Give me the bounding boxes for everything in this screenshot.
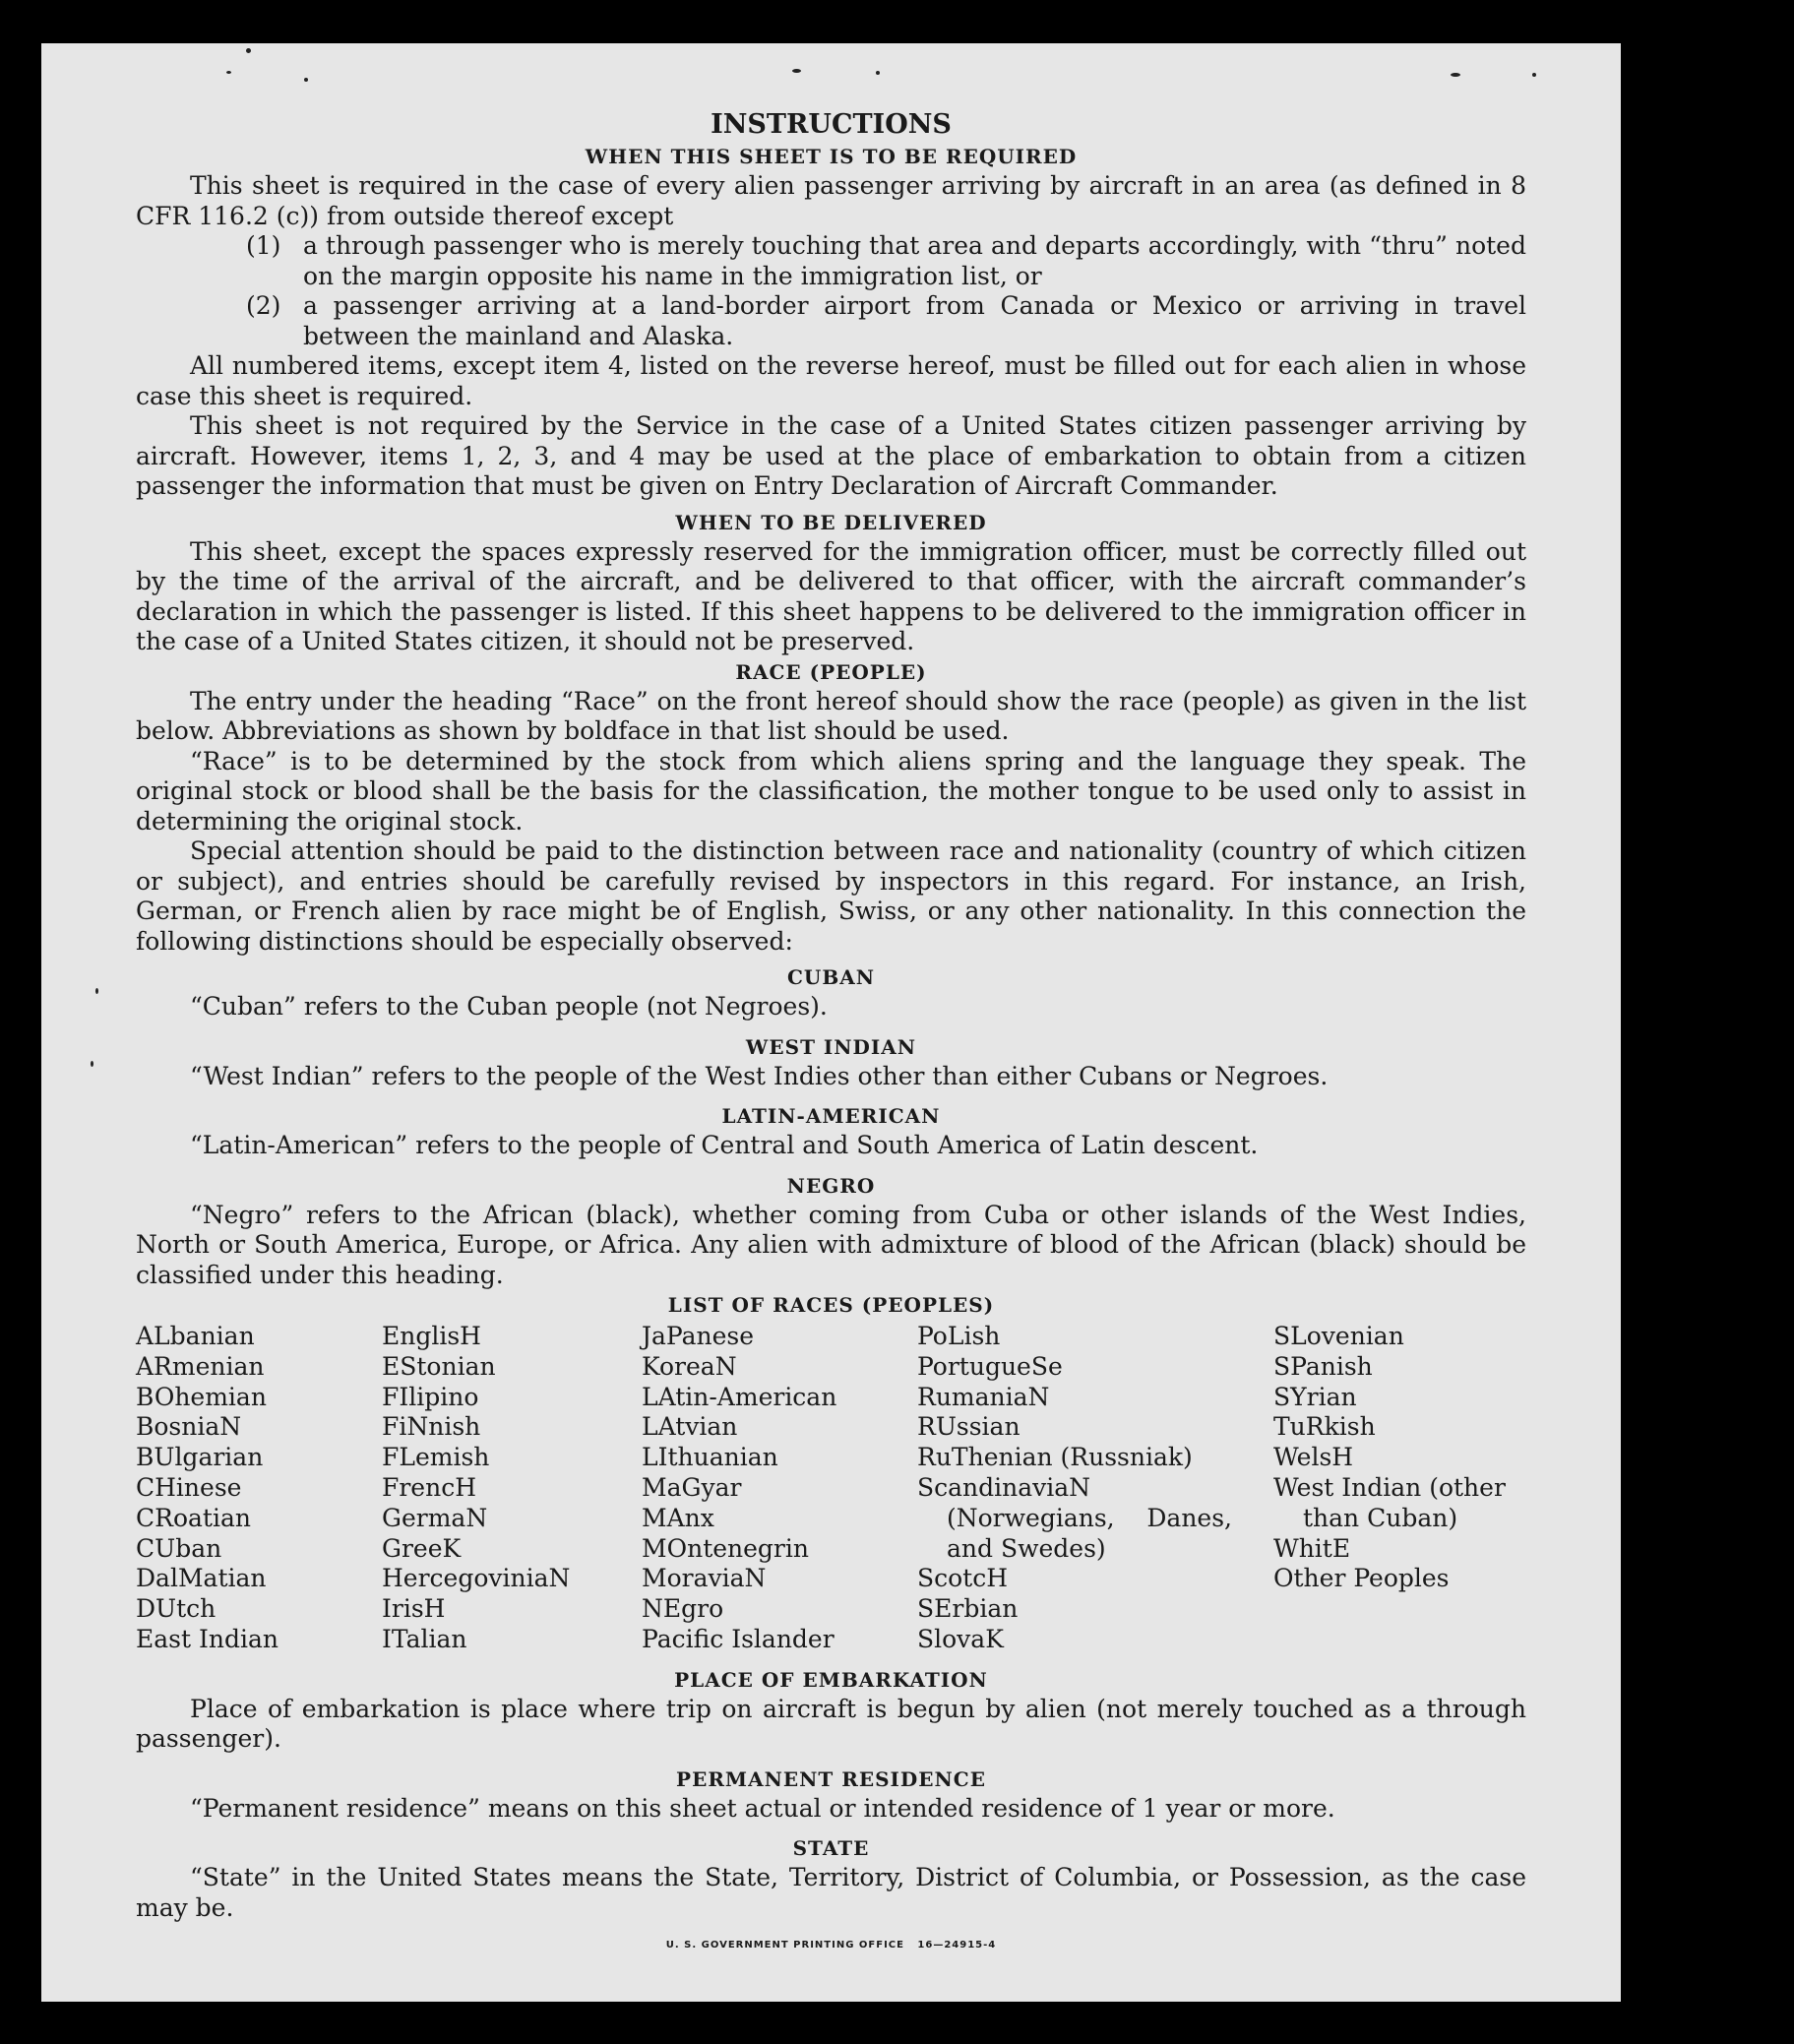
section-heading-latin-american: LATIN-AMERICAN: [721, 1104, 941, 1128]
race-entry: BOhemian: [136, 1382, 267, 1411]
race-entry: ALbanian: [136, 1322, 255, 1350]
paragraph: “Permanent residence” means on this sheet actual or intended residence of 1 year or more.: [190, 1793, 1335, 1823]
race-entry: East Indian: [136, 1624, 278, 1653]
race-entry: SlovaK: [917, 1624, 1004, 1653]
races-list: [136, 1322, 1526, 1655]
race-entry: JaPanese: [642, 1322, 755, 1350]
race-entry: BosniaN: [136, 1412, 242, 1442]
race-entry: GreeK: [382, 1533, 462, 1563]
race-entry: LAtin-American: [642, 1382, 837, 1411]
race-entry: Other Peoples: [1273, 1564, 1450, 1593]
race-entry: HercegoviniaN: [382, 1564, 571, 1593]
races-column-4: [917, 1322, 1273, 1655]
races-column-1: [136, 1322, 382, 1655]
paragraph: “Cuban” refers to the Cuban people (not Negroes).: [190, 992, 828, 1021]
item-number: (1): [246, 231, 281, 260]
speck: [226, 71, 231, 74]
race-entry: ITalian: [382, 1624, 467, 1653]
race-entry: PortugueSe: [917, 1351, 1063, 1381]
paragraph: “West Indian” refers to the people of the West Indies other than either Cubans or Negroes.: [190, 1061, 1329, 1090]
race-entry: WelsH: [1273, 1443, 1354, 1472]
race-entry: ScotcH: [917, 1564, 1009, 1593]
speck: [792, 69, 801, 73]
race-entry: DUtch: [136, 1594, 217, 1624]
races-column-3: [642, 1322, 917, 1655]
paragraph: The entry under the heading “Race” on the front hereof should show the race (people) as given in the list below. Abbreviations as shown by boldface in that list should be used.: [136, 686, 1526, 745]
race-entry: MoraviaN: [642, 1564, 767, 1593]
speck: [246, 48, 251, 53]
race-entry: CHinese: [136, 1472, 242, 1502]
printer-imprint: U. S. GOVERNMENT PRINTING OFFICE 16—24915-4: [665, 1940, 997, 1951]
section-heading-when-delivered: WHEN TO BE DELIVERED: [675, 510, 987, 534]
item-text: a through passenger who is merely touching that area and departs accordingly, with “thru” noted on the margin opposite his name in the immigration list, or: [303, 231, 1526, 290]
race-entry: MOntenegrin: [642, 1533, 809, 1563]
section-heading-list-of-races: LIST OF RACES (PEOPLES): [667, 1293, 995, 1317]
paragraph: This sheet is required in the case of every alien passenger arriving by aircraft in an area (as defined in 8 CFR 116.2 (c)) from outside thereof except: [136, 171, 1526, 230]
race-entry: ScandinaviaN (Norwegians, Danes, and Swedes): [917, 1472, 1232, 1563]
race-entry: CRoatian: [136, 1503, 251, 1532]
race-entry: GermaN: [382, 1503, 488, 1532]
race-entry: NEgro: [642, 1594, 724, 1624]
race-entry: ARmenian: [136, 1351, 265, 1381]
instructions-body: [136, 108, 1526, 1961]
section-heading-negro: NEGRO: [786, 1173, 876, 1198]
section-heading-cuban: CUBAN: [786, 965, 876, 989]
race-entry: CUban: [136, 1533, 222, 1563]
paragraph: “Race” is to be determined by the stock from which aliens spring and the language they speak. The original stock or blood shall be the basis for the classification, the mother tongue to be used only to assist in determining the original stock.: [136, 746, 1526, 836]
race-entry: West Indian (other than Cuban): [1273, 1472, 1506, 1532]
speck: [1532, 73, 1536, 77]
paragraph: Place of embarkation is place where trip on aircraft is begun by alien (not merely touched as a through passenger).: [136, 1694, 1526, 1754]
race-entry: PoLish: [917, 1322, 1001, 1350]
section-heading-race: RACE (PEOPLE): [735, 659, 927, 684]
speck: [1451, 73, 1460, 77]
paragraph: This sheet is not required by the Service in the case of a United States citizen passenger arriving by aircraft. However, items 1, 2, 3, and 4 may be used at the place of embarkation to obtain from a citizen passenger the information that must be given on Entry Declaration of Aircraft Commander.: [136, 411, 1526, 500]
paragraph: All numbered items, except item 4, listed on the reverse hereof, must be filled out for each alien in whose case this sheet is required.: [136, 351, 1526, 410]
section-heading-state: STATE: [792, 1836, 870, 1861]
race-entry: RUssian: [917, 1412, 1021, 1442]
race-entry: BUlgarian: [136, 1443, 264, 1472]
race-entry: FLemish: [382, 1443, 490, 1472]
item-number: (2): [246, 291, 281, 320]
list-item: [136, 231, 1526, 291]
section-heading-west-indian: WEST INDIAN: [745, 1034, 917, 1059]
race-entry: EStonian: [382, 1351, 496, 1381]
race-entry: LIthuanian: [642, 1443, 778, 1472]
speck: [304, 78, 308, 82]
speck: [91, 1061, 93, 1067]
paragraph: “State” in the United States means the State, Territory, District of Columbia, or Possession, as the case may be.: [136, 1863, 1526, 1922]
paragraph: This sheet, except the spaces expressly reserved for the immigration officer, must be correctly filled out by the time of the arrival of the aircraft, and be delivered to that officer, with the aircraft commander’s declaration in which the passenger is listed. If this sheet happens to be delivered to the immigration officer in the case of a United States citizen, it should not be preserved.: [136, 536, 1526, 655]
race-entry: SErbian: [917, 1594, 1019, 1624]
paragraph: Special attention should be paid to the distinction between race and nationality (country of which citizen or subject), and entries should be carefully revised by inspectors in this regard. For instance, an Irish, German, or French alien by race might be of English, Swiss, or any other nationality. In this connection the following distinctions should be especially observed:: [136, 836, 1526, 956]
race-entry: TuRkish: [1273, 1412, 1376, 1442]
race-entry: SLovenian: [1273, 1322, 1404, 1350]
races-column-2: [382, 1322, 642, 1655]
race-entry: IrisH: [382, 1594, 446, 1624]
item-text: a passenger arriving at a land-border airport from Canada or Mexico or arriving in travel between the mainland and Alaska.: [303, 291, 1526, 350]
race-entry: EnglisH: [382, 1322, 481, 1350]
race-entry: MaGyar: [642, 1472, 742, 1502]
race-entry: WhitE: [1273, 1533, 1351, 1563]
race-entry: DalMatian: [136, 1564, 267, 1593]
list-item: [136, 291, 1526, 351]
paragraph: “Latin-American” refers to the people of Central and South America of Latin descent.: [190, 1131, 1259, 1159]
paragraph: “Negro” refers to the African (black), whether coming from Cuba or other islands of the West Indies, North or South America, Europe, or Africa. Any alien with admixture of blood of the African (black) should be classified under this heading.: [136, 1200, 1526, 1289]
race-entry: LAtvian: [642, 1412, 738, 1442]
race-entry: MAnx: [642, 1503, 714, 1532]
race-entry: SPanish: [1273, 1351, 1373, 1381]
section-heading-permanent-residence: PERMANENT RESIDENCE: [676, 1766, 986, 1791]
race-entry: RumaniaN: [917, 1382, 1050, 1411]
race-entry: RuThenian (Russniak): [917, 1443, 1193, 1472]
section-heading-when-required: WHEN THIS SHEET IS TO BE REQUIRED: [585, 145, 1078, 168]
race-entry: SYrian: [1273, 1382, 1357, 1411]
race-entry: KoreaN: [642, 1351, 737, 1381]
speck: [95, 988, 98, 994]
race-entry: FiNnish: [382, 1412, 481, 1442]
speck: [876, 71, 880, 75]
race-entry: Pacific Islander: [642, 1624, 835, 1653]
races-column-5: [1273, 1322, 1526, 1655]
page-title: INSTRUCTIONS: [711, 109, 952, 140]
section-heading-place-of-embarkation: PLACE OF EMBARKATION: [674, 1667, 988, 1692]
race-entry: FIlipino: [382, 1382, 479, 1411]
document-page: [41, 43, 1621, 2002]
race-entry: FrencH: [382, 1472, 476, 1502]
